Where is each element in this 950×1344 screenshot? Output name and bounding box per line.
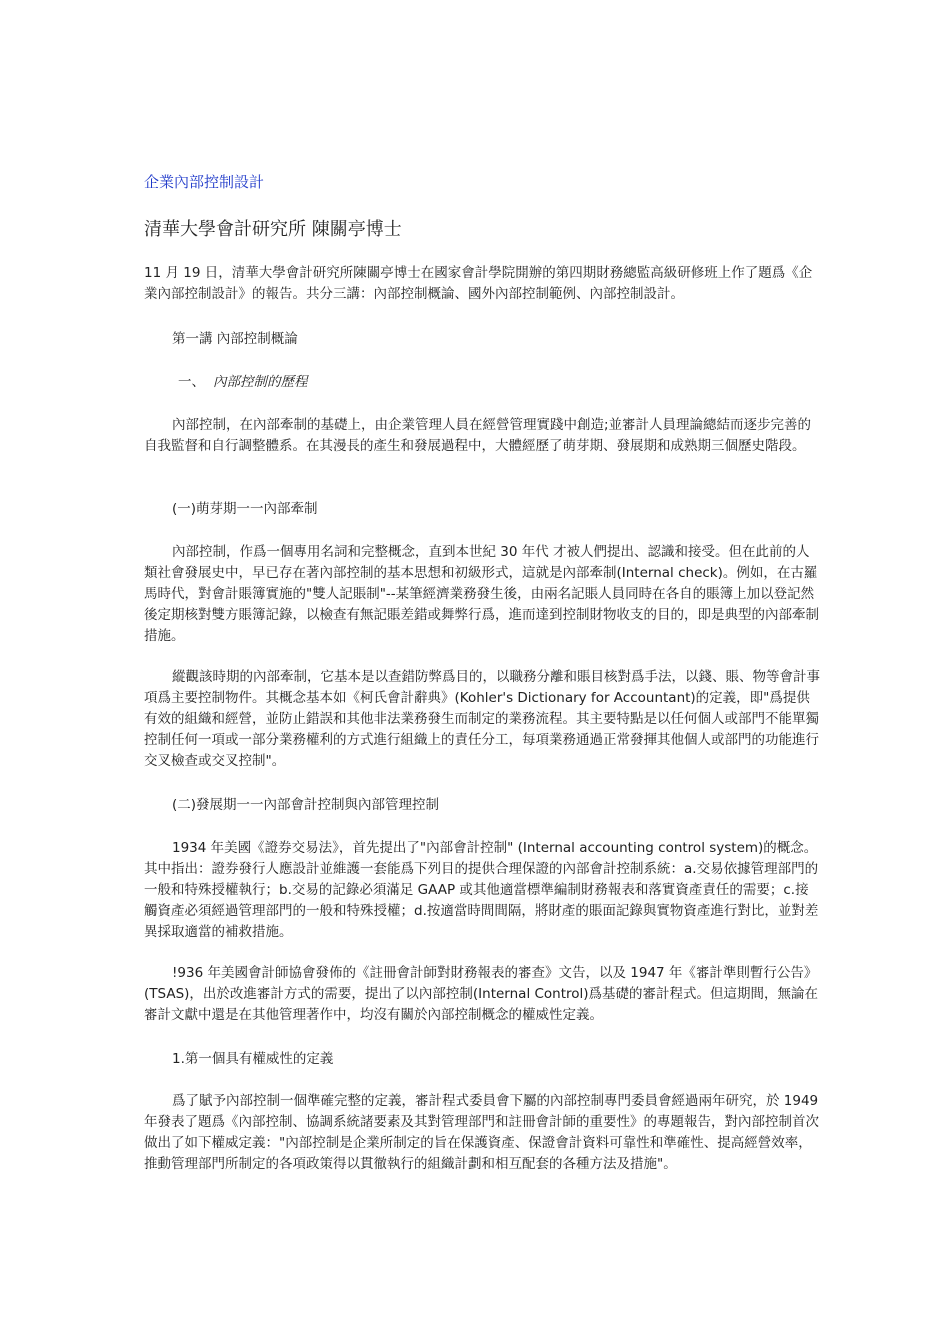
section-number: 一、 [178,374,205,390]
document-author: 清華大學會計研究所 陳關亭博士 [144,219,402,240]
section-paragraph: 內部控制，在內部牽制的基礎上，由企業管理人員在經營管理實踐中創造;並審計人員理論總結而逐步完善的自我監督和自行調整體系。在其漫長的產生和發展過程中，大體經歷了萌芽期、發展期和成熟期三個歷史階段。 [144,417,812,454]
phase1-heading: (一)萌芽期一一內部牽制 [172,501,318,517]
definition-paragraph: 爲了賦予內部控制一個準確完整的定義，審計程式委員會下屬的內部控制專門委員會經過兩年研究，於 1949 年發表了題爲《內部控制、協調系統諸要素及其對管理部門和註冊會計師的重要性》的專題報告，對內部控制首次做出了如下權威定義："內部控制是企業所制定的旨在保護資產、保證會計資料可靠性和準確性、提高經營效率，推動管理部門所制定的各項政策得以貫徹執行的組織計劃和相互配套的各種方法及措施"。 [144,1093,819,1172]
lecture-heading: 第一講 內部控制概論 [172,331,298,347]
document-title: 企業內部控制設計 [144,173,265,191]
phase2-heading: (二)發展期一一內部會計控制與內部管理控制 [172,797,440,813]
phase2-paragraph-2: !936 年美國會計師協會發佈的《註冊會計師對財務報表的審查》文告，以及 1947 年《審計準則暫行公告》(TSAS)，出於改進審計方式的需要，提出了以內部控制(Internal Control)爲基礎的審計程式。但這期間，無論在審計文獻中還是在其他管理著作中，均沒有關於內部控制概念的權威性定義。 [144,965,819,1023]
intro-paragraph: 11 月 19 日，清華大學會計研究所陳關亭博士在國家會計學院開辦的第四期財務總監高級研修班上作了題爲《企業內部控制設計》的報告。共分三講：內部控制概論、國外內部控制範例、內部控制設計。 [144,265,813,302]
phase2-paragraph-1: 1934 年美國《證券交易法》，首先提出了"內部會計控制" (Internal accounting control system)的概念。其中指出：證券發行人應設計並維護一套能爲下列目的提供合理保證的內部會計控制系統：a.交易依據管理部門的一般和特殊授權執行；b.交易的記錄必須滿足 GAAP 或其他適當標準編制財務報表和落實資產責任的需要；c.接觸資產必須經過管理部門的一般和特殊授權；d.按適當時間間隔，將財產的賬面記錄與實物資產進行對比，並對差異採取適當的補救措施。 [144,840,819,940]
phase1-paragraph-2: 縱觀該時期的內部牽制，它基本是以查錯防弊爲目的，以職務分離和賬目核對爲手法，以錢、賬、物等會計事項爲主要控制物件。其概念基本如《柯氏會計辭典》(Kohler's Dictionary for Accountant)的定義，即"爲提供有效的組織和經營，並防止錯誤和其他非法業務發生而制定的業務流程。其主要特點是以任何個人或部門不能單獨控制任何一項或一部分業務權利的方式進行組織上的責任分工，每項業務通過正常發揮其他個人或部門的功能進行交叉檢查或交叉控制"。 [144,669,820,769]
phase1-paragraph-1: 內部控制，作爲一個專用名詞和完整概念，直到本世紀 30 年代 才被人們提出、認識和接受。但在此前的人類社會發展史中，早已存在著內部控制的基本思想和初級形式，這就是內部牽制(Internal check)。例如，在古羅馬時代，對會計賬簿實施的"雙人記賬制"--某筆經濟業務發生後，由兩名記賬人員同時在各自的賬簿上加以登記然後定期核對雙方賬簿記錄，以檢查有無記賬差錯或舞弊行爲，進而達到控制財物收支的目的，即是典型的內部牽制措施。 [144,544,819,644]
section-heading [178,372,308,392]
section-title: 內部控制的歷程 [213,374,308,390]
definition-heading: 1.第一個具有權威性的定義 [172,1051,334,1067]
